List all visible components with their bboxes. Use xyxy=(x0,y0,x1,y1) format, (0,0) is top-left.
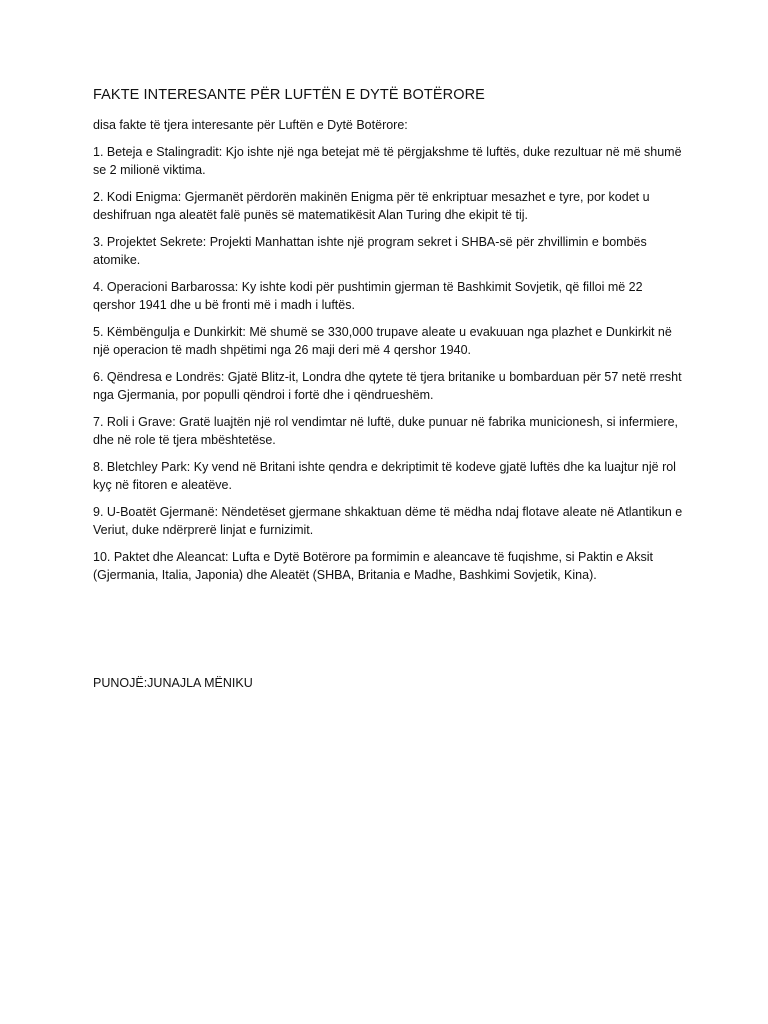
fact-paragraph-4: 4. Operacioni Barbarossa: Ky ishte kodi për pushtimin gjerman të Bashkimit Sovjetik, që filloi më 22 qershor 1941 dhe u bë fronti më i madh i luftës. xyxy=(93,280,643,312)
fact-paragraph-6: 6. Qëndresa e Londrës: Gjatë Blitz-it, Londra dhe qytete të tjera britanike u bombarduan për 57 netë rresht nga Gjermania, por populli qëndroi i fortë dhe i qëndrueshëm. xyxy=(93,370,682,402)
fact-paragraph-7: 7. Roli i Grave: Gratë luajtën një rol vendimtar në luftë, duke punuar në fabrika municionesh, si infermiere, dhe në role të tjera mbështetëse. xyxy=(93,415,679,447)
fact-paragraph-1: 1. Beteja e Stalingradit: Kjo ishte një nga betejat më të përgjakshme të luftës, duke rezultuar në më shumë se 2 milionë viktima. xyxy=(93,145,682,177)
document-title: FAKTE INTERESANTE PËR LUFTËN E DYTË BOTËRORE xyxy=(93,87,485,103)
fact-paragraph-9: 9. U-Boatët Gjermanë: Nëndetëset gjermane shkaktuan dëme të mëdha ndaj flotave aleate në Atlantikun e Veriut, duke ndërprerë linjat e furnizimit. xyxy=(93,505,683,537)
fact-paragraph-2: 2. Kodi Enigma: Gjermanët përdorën makinën Enigma për të enkriptuar mesazhet e tyre, por kodet u deshifruan nga aleatët falë punës së matematikësit Alan Turing dhe ekipit të tij. xyxy=(93,190,650,222)
fact-paragraph-3: 3. Projektet Sekrete: Projekti Manhattan ishte një program sekret i SHBA-së për zhvillimin e bombës atomike. xyxy=(93,235,647,267)
intro-paragraph: disa fakte të tjera interesante për Luftën e Dytë Botërore: xyxy=(93,118,408,132)
fact-paragraph-10: 10. Paktet dhe Aleancat: Lufta e Dytë Botërore pa formimin e aleancave të fuqishme, si Paktin e Aksit (Gjermania, Italia, Japonia) dhe Aleatët (SHBA, Britania e Madhe, Bashkimi Sovjetik, Kina). xyxy=(93,550,654,582)
fact-paragraph-8: 8. Bletchley Park: Ky vend në Britani ishte qendra e dekriptimit të kodeve gjatë luftës dhe ka luajtur një rol kyç në fitoren e aleatëve. xyxy=(93,460,676,492)
document-body xyxy=(93,86,683,593)
author-signature: PUNOJË:JUNAJLA MËNIKU xyxy=(93,676,253,690)
fact-paragraph-5: 5. Këmbëngulja e Dunkirkit: Më shumë se 330,000 trupave aleate u evakuuan nga plazhet e Dunkirkit në një operacion të madh shpëtimi nga 26 maji deri më 4 qershor 1940. xyxy=(93,325,672,357)
